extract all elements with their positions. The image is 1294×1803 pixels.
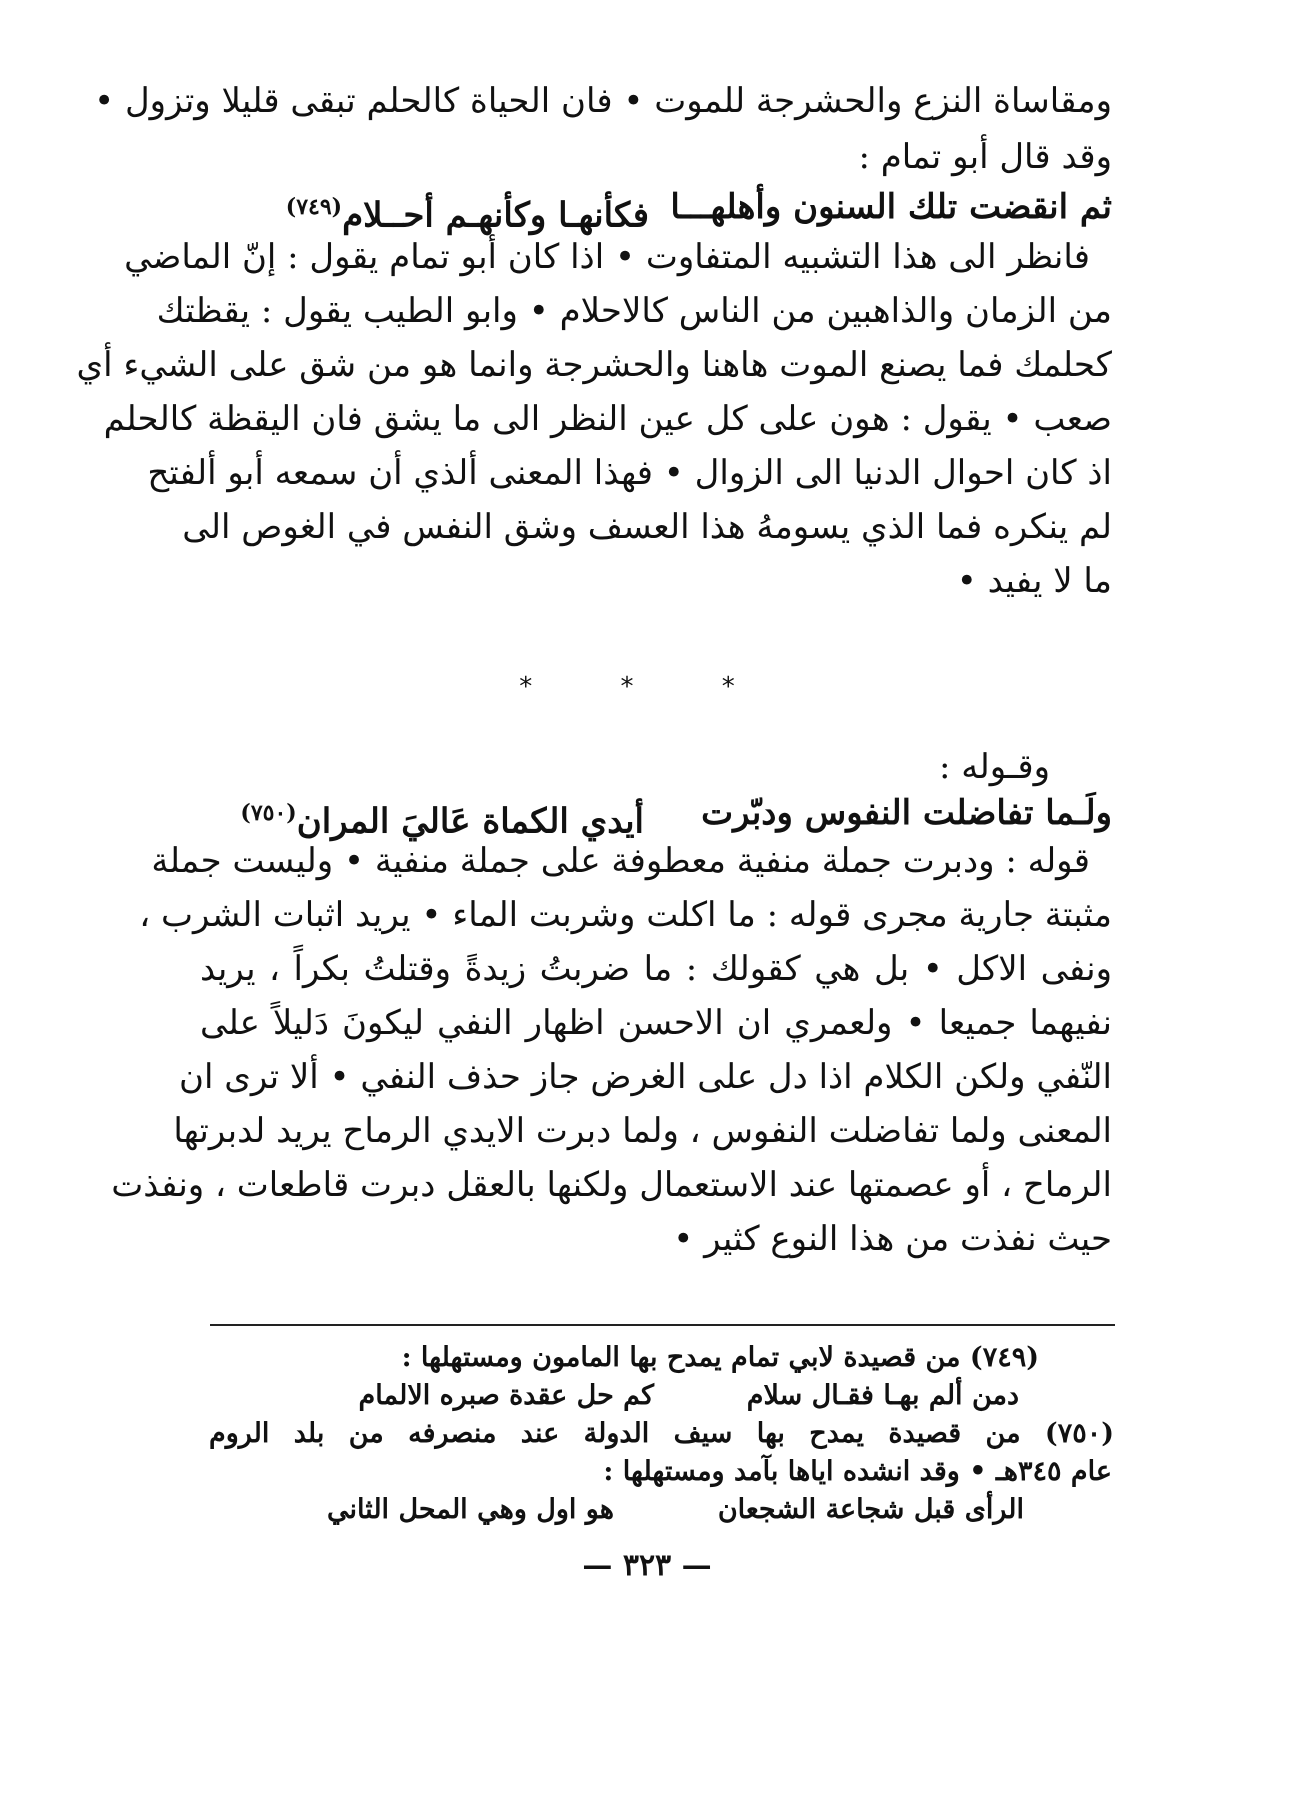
text-line: الرماح ، أو عصمتها عند الاستعمال ولكنها بالعقل دبرت قاطعات ، ونفذت: [111, 1165, 1112, 1205]
text-line: صعب • يقول : هون على كل عين النظر الى ما يشق فان اليقظة كالحلم: [103, 399, 1112, 439]
text-line: فانظر الى هذا التشبيه المتفاوت • اذا كان أبو تمام يقول : إنّ الماضي: [124, 237, 1090, 277]
verse-hemistich-second: أيدي الكماة عَاليَ المران$^{(٧٥٠)}$: [240, 800, 644, 842]
text-line: من الزمان والذاهبين من الناس كالاحلام • وابو الطيب يقول : يقظتك: [156, 291, 1112, 331]
text-line: ما لا يفيد •: [956, 561, 1112, 601]
text-line: وقد قال أبو تمام :: [858, 137, 1112, 177]
footnote-ref: (٧٥٠): [240, 800, 297, 826]
section-separator: * * *: [519, 672, 775, 702]
text-line: اذ كان احوال الدنيا الى الزوال • فهذا المعنى ألذي أن سمعه أبو ألفتح: [147, 453, 1112, 493]
footnote-verse-second: كم حل عقدة صبره الالمام: [358, 1380, 654, 1411]
text-line: ومقاساة النزع والحشرجة للموت • فان الحياة كالحلم تبقى قليلا وتزول •: [94, 81, 1112, 121]
text-line: المعنى ولما تفاضلت النفوس ، ولما دبرت الايدي الرماح يريد لدبرتها: [173, 1111, 1112, 1151]
footnote-verse-first: الرأى قبل شجاعة الشجعان: [717, 1494, 1024, 1525]
footnote-ref: (٧٤٩): [285, 194, 343, 220]
text-line: قوله : ودبرت جملة منفية معطوفة على جملة منفية • وليست جملة: [151, 841, 1090, 881]
footnote-text: (٧٥٠) من قصيدة يمدح بها سيف الدولة عند منصرفه من بلد الروم: [209, 1418, 1114, 1449]
text-line: النّفي ولكن الكلام اذا دل على الغرض جاز حذف النفي • ألا ترى ان: [179, 1057, 1112, 1097]
verse-hemistich-first: ولَـما تفاضلت النفوس ودبّرت: [701, 793, 1112, 833]
text-line: حيث نفذت من هذا النوع كثير •: [673, 1219, 1112, 1259]
page-number: — ٣٢٣ —: [582, 1548, 712, 1583]
footnote-divider: [210, 1324, 1115, 1326]
footnote-verse-second: هو اول وهي المحل الثاني: [326, 1494, 614, 1525]
text-line: كحلمك فما يصنع الموت هاهنا والحشرجة وانما هو من شق على الشيء أي: [76, 345, 1112, 385]
verse-hemistich-second: فكأنهـا وكأنهـم أحــلام$^{(٧٤٩)}$: [285, 194, 649, 236]
text-line: ونفى الاكل • بل هي كقولك : ما ضربتُ زيدةً وقتلتُ بكراً ، يريد: [200, 949, 1112, 989]
text-line: مثبتة جارية مجرى قوله : ما اكلت وشربت الماء • يريد اثبات الشرب ،: [139, 895, 1112, 935]
text-line: لم ينكره فما الذي يسومهُ هذا العسف وشق النفس في الغوص الى: [182, 507, 1112, 547]
text-line: نفيهما جميعا • ولعمري ان الاحسن اظهار النفي ليكونَ دَليلاً على: [200, 1003, 1112, 1043]
footnote-verse-first: دمن ألم بهـا فقـال سلام: [746, 1380, 1019, 1411]
verse-hemistich-first: ثم انقضت تلك السنون وأهلهـــا: [670, 187, 1112, 227]
footnote-text: عام ٣٤٥هـ • وقد انشده اياها بآمد ومستهلها :: [603, 1456, 1112, 1487]
section-intro: وقـوله :: [938, 747, 1050, 787]
footnote-text: (٧٤٩) من قصيدة لابي تمام يمدح بها المامون ومستهلها :: [401, 1342, 1039, 1373]
